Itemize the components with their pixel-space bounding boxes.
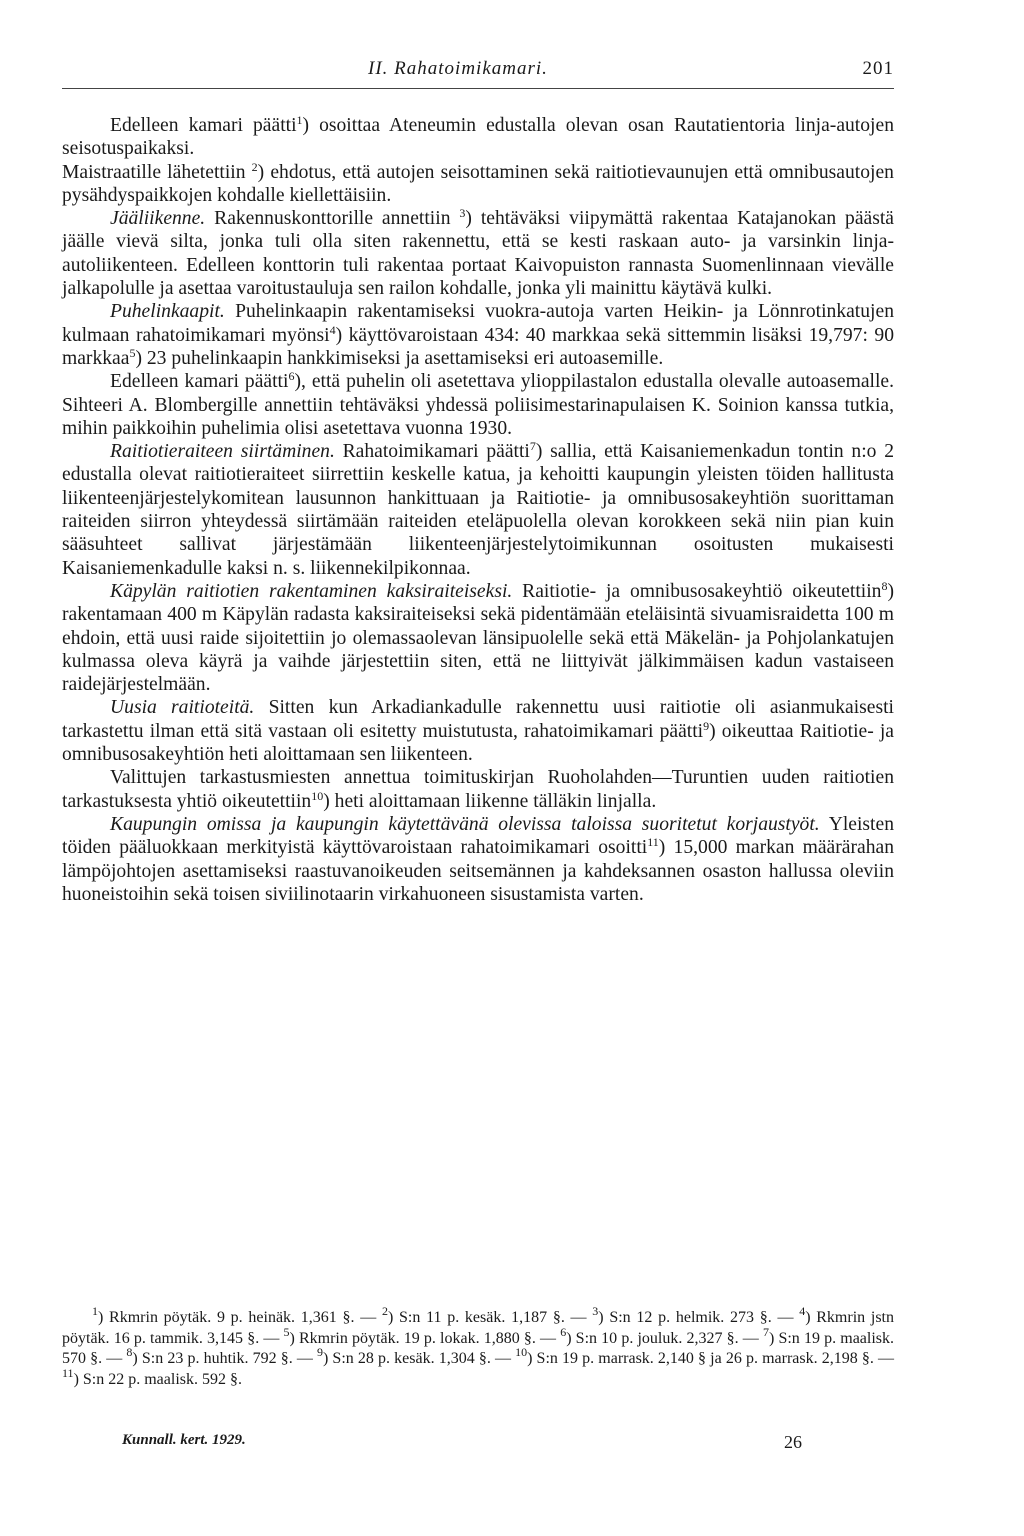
- footnote-ref: 3: [459, 206, 466, 221]
- text-run: Edelleen kamari päätti: [110, 115, 297, 136]
- footnote-ref: 8: [126, 1345, 133, 1359]
- text-run: ) heti aloittamaan liikenne tälläkin linjalla.: [323, 790, 657, 812]
- text-run: Valittujen tarkastusmiesten annettua toimituskirjan Ruoholahden—Turuntien uuden raitiotien tarkastuksesta yhtiö oikeutettiin: [62, 767, 894, 812]
- footnote-ref: 1: [92, 1304, 98, 1318]
- footnote-ref: 7: [762, 1324, 769, 1339]
- footnote-ref: 5: [283, 1324, 290, 1339]
- signature-mark: Kunnall. kert. 1929.: [122, 1432, 246, 1448]
- footnote-ref: 11: [647, 835, 659, 850]
- text-run: Rahatoimikamari päätti: [334, 441, 530, 463]
- text-run: Edelleen kamari päätti: [110, 371, 289, 393]
- text-run: ) Rkmrin pöytäk. 19 p. lokak. 1,880 §. —: [289, 1329, 561, 1347]
- chapter-title: II. Rahatoimikamari.: [368, 58, 548, 79]
- text-run: ) käyttövaroistaan 434: 40 markkaa sekä sittemmin lisäksi 19,797: 90 markkaa: [62, 324, 894, 369]
- footnote-ref: 5: [129, 345, 136, 360]
- text-run: ) 15,000 markan määrärahan lämpöjohtojen asettamiseksi raastuvanoikeuden seitsemännen ja kahdeksannen osaston hallussa oleviin huoneistoihin sekä toisen siviilinotaarin virkahuoneen sisustamista varten.: [62, 837, 894, 905]
- footnote-ref: 9: [316, 1345, 323, 1359]
- footnote-ref: 3: [592, 1304, 599, 1318]
- footnote-block: [62, 1304, 895, 1390]
- paragraph: [62, 114, 894, 161]
- footnotes: [62, 1304, 895, 1390]
- footnote-ref: 7: [529, 439, 536, 454]
- paragraph: [62, 161, 894, 208]
- paragraph: [62, 813, 894, 906]
- text-run: ) 23 puhelinkaapin hankkimiseksi ja asettamiseksi eri autoasemille.: [135, 347, 664, 369]
- paragraph: [62, 696, 894, 766]
- footnote-ref: 2: [251, 159, 258, 174]
- footnote-ref: 4: [799, 1304, 806, 1318]
- footnote-ref: 1: [296, 113, 303, 127]
- text-run: ) S:n 12 p. helmik. 273 §. —: [598, 1309, 800, 1326]
- text-run: Sitten kun Arkadiankadulle rakennettu uusi raitiotie oli asianmukaisesti tarkastettu ilman että sitä vastaan oli esitetty muistutusta, rahatoimikamari päätti: [62, 697, 894, 742]
- paragraph: [62, 207, 894, 300]
- header-rule: [62, 88, 894, 89]
- text-run: ) S:n 10 p. jouluk. 2,327 §. —: [566, 1329, 763, 1347]
- page-footer: [62, 1432, 894, 1456]
- body-text: [62, 114, 894, 906]
- page-number: 201: [862, 58, 894, 79]
- text-run: Puhelinkaapin rakentamiseksi vuokra-autoja varten Heikin- ja Lönnrotinkatujen kulmaan rahatoimikamari myönsi: [62, 301, 894, 346]
- footnote-ref: 8: [881, 578, 888, 593]
- text-run: ) S:n 11 p. kesäk. 1,187 §. —: [387, 1309, 593, 1326]
- text-run: ) S:n 23 p. huhtik. 792 §. —: [132, 1350, 317, 1367]
- text-run: ) oikeuttaa Raitiotie- ja omnibusosakeyhtiön heti aloittamaan sen liikenteen.: [62, 720, 894, 766]
- footnote-ref: 9: [703, 718, 710, 733]
- section-heading: Kaupungin omissa ja kaupungin käytettävänä olevissa taloissa suoritetut korjaustyöt.: [110, 813, 820, 835]
- paragraph: [62, 440, 894, 580]
- text-run: ) S:n 22 p. maalisk. 592 §.: [73, 1370, 242, 1388]
- paragraph: [62, 580, 894, 696]
- paragraph: [62, 766, 894, 813]
- footnote-ref: 2: [381, 1304, 388, 1318]
- text-run: ) tehtäväksi viipymättä rakentaa Katajanokan päästä jäälle vievä silta, jonka tuli olla siten rakennettu, että se kesti raskaan auto- ja varsinkin linja-autoliikenteen. Edelleen konttorin tuli rakentaa portaat Kaivopuiston rannasta Suomenlinnaan vievälle jalkapolulle ja asettaa varoitustauluja sen railon kohdalle, jonka yli mainittu käytävä kulki.: [62, 208, 894, 300]
- text-run: ) Rkmrin pöytäk. 9 p. heinäk. 1,361 §. —: [98, 1309, 382, 1326]
- footnote-ref: 10: [515, 1345, 528, 1359]
- section-heading: Uusia raitioteitä.: [110, 697, 255, 719]
- text-run: Rakennuskonttorille annettiin: [205, 208, 460, 230]
- footnote-ref: 4: [329, 322, 336, 337]
- sheet-number: 26: [784, 1432, 802, 1452]
- text-run: ) S:n 19 p. maalisk. 570 §. —: [62, 1329, 895, 1367]
- text-run: ) ehdotus, että autojen seisottaminen sekä raitiotievaunujen että omnibusautojen pysähdyspaikkojen kohdalle kiellettäisiin.: [62, 161, 894, 206]
- footnote-ref: 6: [288, 369, 295, 384]
- running-header: [62, 58, 894, 88]
- text-run: ) sallia, että Kaisaniemenkadun tontin n:o 2 edustalla olevat raitiotieraiteet siirrettiin keskelle katua, ja kehoitti kaupungin yleisten töiden hallitusta liikenteenjärjestelykomitean lausunnon hankittuaan ja Raitiotie- ja omnibusosakeyhtiön suorittaman raiteiden siirron yhteydessä siirtämään raiteiden eteläpuolella olevan korokkeen sekä niin pian kuin sääsuhteet sallivat järjestämään liikenteenjärjestelytoimikunnan osoitusten mukaisesti Kaisaniemenkadulle kaksi n. s. liikennekilpikonnaa.: [62, 441, 894, 579]
- text-run: Raitiotie- ja omnibusosakeyhtiö oikeutettiin: [512, 580, 882, 602]
- paragraph: [62, 370, 894, 440]
- text-run: ) Rkmrin jstn pöytäk. 16 p. tammik. 3,145 §. —: [62, 1309, 894, 1347]
- text-run: ) osoittaa Ateneumin edustalla olevan osan Rautatientoria linja-autojen seisotuspaikaksi.: [62, 115, 894, 160]
- text-run: ) S:n 28 p. kesäk. 1,304 §. —: [322, 1350, 516, 1367]
- paragraph: [62, 300, 894, 370]
- text-run: Yleisten töiden pääluokkaan merkityistä käyttövaroistaan rahatoimikamari osoitti: [62, 813, 894, 859]
- section-heading: Jääliikenne.: [110, 208, 206, 230]
- section-heading: Käpylän raitiotien rakentaminen kaksiraiteiseksi.: [110, 580, 513, 602]
- text-run: ), että puhelin oli asetettava ylioppilastalon edustalla olevalle autoasemalle. Sihteeri A. Blombergille annettiin tehtäväksi yhdessä poliisimestarinapulaisen K. Soinion kanssa tutkia, mihin paikkoihin puhelimia olisi asetettava vuonna 1930.: [62, 371, 894, 439]
- document-page: [62, 0, 894, 1536]
- footnote-ref: 10: [311, 788, 324, 803]
- section-heading: Puhelinkaapit.: [110, 301, 225, 323]
- section-heading: Raitiotieraiteen siirtäminen.: [110, 441, 335, 463]
- text-run: ) S:n 19 p. marrask. 2,140 § ja 26 p. marrask. 2,198 §. —: [527, 1350, 895, 1367]
- footnote-ref: 11: [62, 1365, 74, 1380]
- text-run: Maistraatille lähetettiin: [62, 161, 252, 183]
- footnote-ref: 6: [560, 1324, 567, 1339]
- text-run: ) rakentamaan 400 m Käpylän radasta kaksiraiteiseksi sekä pidentämään eteläisintä sivuamisraidetta 100 m ehdoin, että uusi raide sijoitettiin jo olemassaolevan länsipuolelle sekä että Mäkelän- ja Pohjolankatujen kulmassa oleva käyrä ja vaihde järjestettiin siten, että ne liittyivät jälkimmäisen kadun vastaiseen raidejärjestelmään.: [62, 580, 894, 696]
